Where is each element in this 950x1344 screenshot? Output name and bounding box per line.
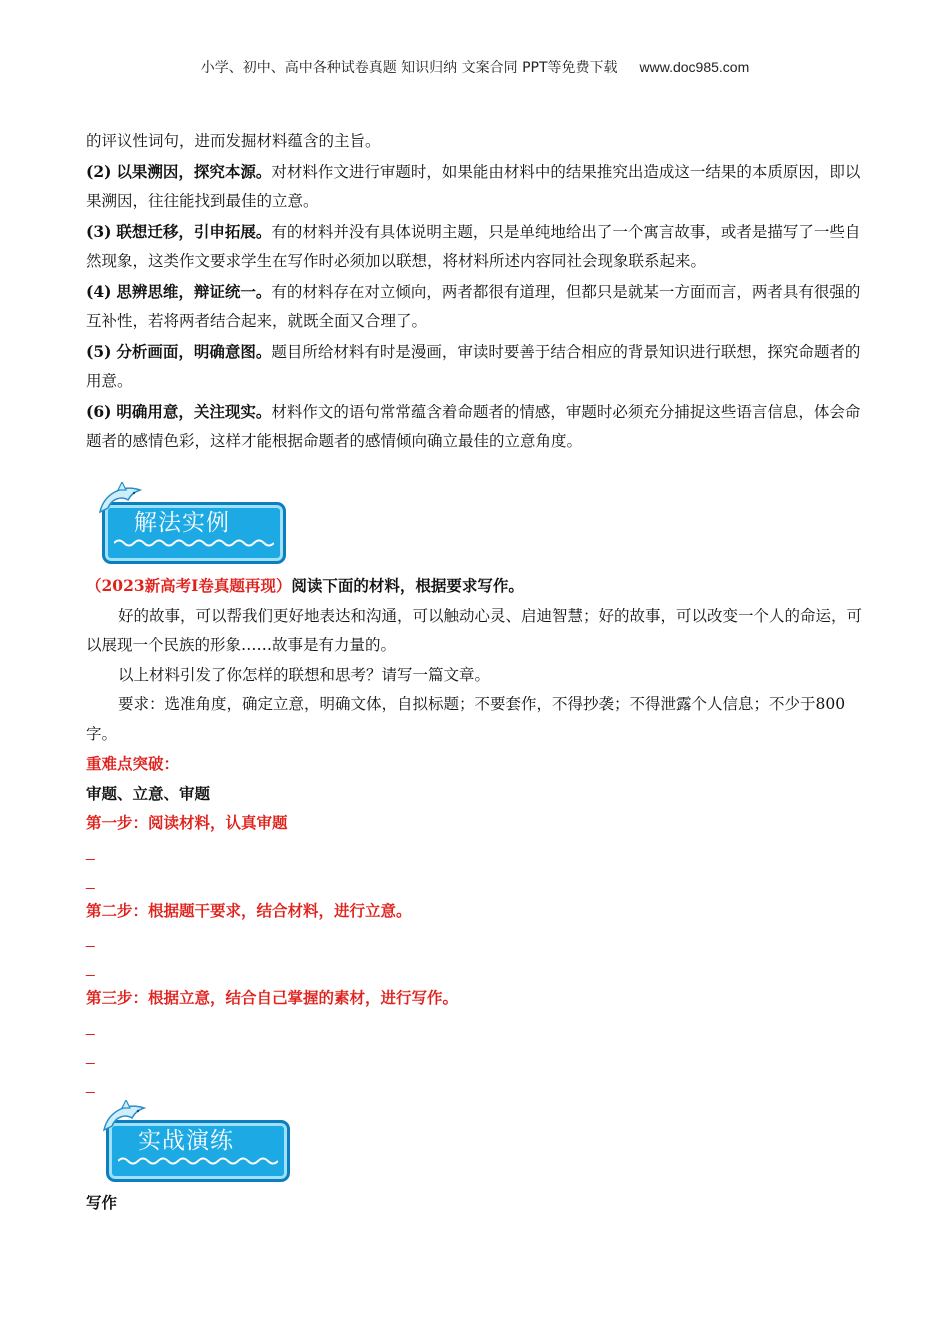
item-title: 分析画面，明确意图。 xyxy=(116,341,272,361)
item-text: 材料作文的语句常常蕴含着命题者的情感，审题时必须充分捕捉这些语言信息，体会命题者的感情色彩，这样才能根据命题者的感情倾向确立最佳的立意角度。 xyxy=(86,402,861,450)
item-title: 思辨思维，辩证统一。 xyxy=(116,281,272,301)
item-text: 题目所给材料有时是漫画，审读时要善于结合相应的背景知识进行联想，探究命题者的用意。 xyxy=(86,342,861,390)
section-badge-shizhan xyxy=(94,1100,294,1180)
item-num: (6) xyxy=(86,401,112,421)
item-title: 明确用意，关注现实。 xyxy=(116,401,272,421)
question-header xyxy=(86,571,862,602)
material-text: 好的故事，可以帮我们更好地表达和沟通，可以触动心灵、启迪智慧；好的故事，可以改变一个人的命运，可以展现一个民族的形象……故事是有力量的。 xyxy=(86,606,863,654)
item-title: 以果溯因，探究本源。 xyxy=(116,161,272,181)
item-num: (3) xyxy=(86,221,112,241)
method-item-3 xyxy=(86,217,862,277)
item-text: 有的材料存在对立倾向，两者都很有道理，但都只是就某一方面而言，两者具有很强的互补性，若将两者结合起来，就既全面又合理了。 xyxy=(86,282,861,330)
page-header xyxy=(0,57,950,77)
item-num: (4) xyxy=(86,281,112,301)
blank-line: _ xyxy=(86,931,95,948)
item-num: (2) xyxy=(86,161,112,181)
blank-line: _ xyxy=(86,1018,95,1036)
breakthrough-label: 重难点突破： xyxy=(86,754,180,773)
badge-label: 解法实例 xyxy=(134,510,230,536)
item-text: 对材料作文进行审题时，如果能由材料中的结果推究出造成这一结果的本质原因，即以果溯因，往往能找到最佳的立意。 xyxy=(86,162,861,210)
blank-line: _ xyxy=(86,843,95,861)
method-item-4 xyxy=(86,277,862,337)
step-1: 第一步：阅读材料，认真审题 xyxy=(86,813,288,832)
item-title: 联想迁移，引申拓展。 xyxy=(116,221,272,241)
intro-line: 的评议性词句，进而发掘材料蕴含的主旨。 xyxy=(86,132,381,150)
writing-requirement: 要求：选准角度，确定立意，明确文体，自拟标题；不要套作，不得抄袭；不得泄露个人信息；不少于800字。 xyxy=(86,695,846,743)
subtitle: 审题、立意、审题 xyxy=(86,783,211,803)
question-instruction: 阅读下面的材料，根据要求写作。 xyxy=(291,576,524,595)
blank-line: _ xyxy=(86,1076,95,1094)
badge-label: 实战演练 xyxy=(138,1128,234,1154)
question-source: （2023新高考Ⅰ卷真题再现） xyxy=(86,576,292,595)
method-item-2 xyxy=(86,157,862,217)
wave-icon xyxy=(114,538,274,548)
step-3: 第三步：根据立意，结合自己掌握的素材，进行写作。 xyxy=(86,988,459,1007)
header-text: 小学、初中、高中各种试卷真题 知识归纳 文案合同 PPT等免费下载 xyxy=(200,60,618,76)
practice-heading: 写作 xyxy=(86,1193,118,1212)
blank-line: _ xyxy=(86,960,95,977)
method-item-6 xyxy=(86,397,862,457)
item-text: 有的材料并没有具体说明主题，只是单纯地给出了一个寓言故事，或者是描写了一些自然现象，这类作文要求学生在写作时必须加以联想，将材料所述内容同社会现象联系起来。 xyxy=(86,222,861,270)
blank-line: _ xyxy=(86,1047,95,1065)
header-url[interactable]: www.doc985.com xyxy=(639,59,750,75)
item-num: (5) xyxy=(86,341,112,361)
step-2: 第二步：根据题干要求，结合材料，进行立意。 xyxy=(86,900,412,920)
wave-icon xyxy=(118,1156,278,1166)
method-item-5 xyxy=(86,337,862,397)
section-badge-jiefa xyxy=(90,482,290,562)
intro-section xyxy=(86,127,862,457)
example-section xyxy=(86,571,862,1100)
practice-section xyxy=(86,1188,862,1218)
question-prompt: 以上材料引发了你怎样的联想和思考？请写一篇文章。 xyxy=(118,665,491,684)
blank-line: _ xyxy=(86,872,95,890)
